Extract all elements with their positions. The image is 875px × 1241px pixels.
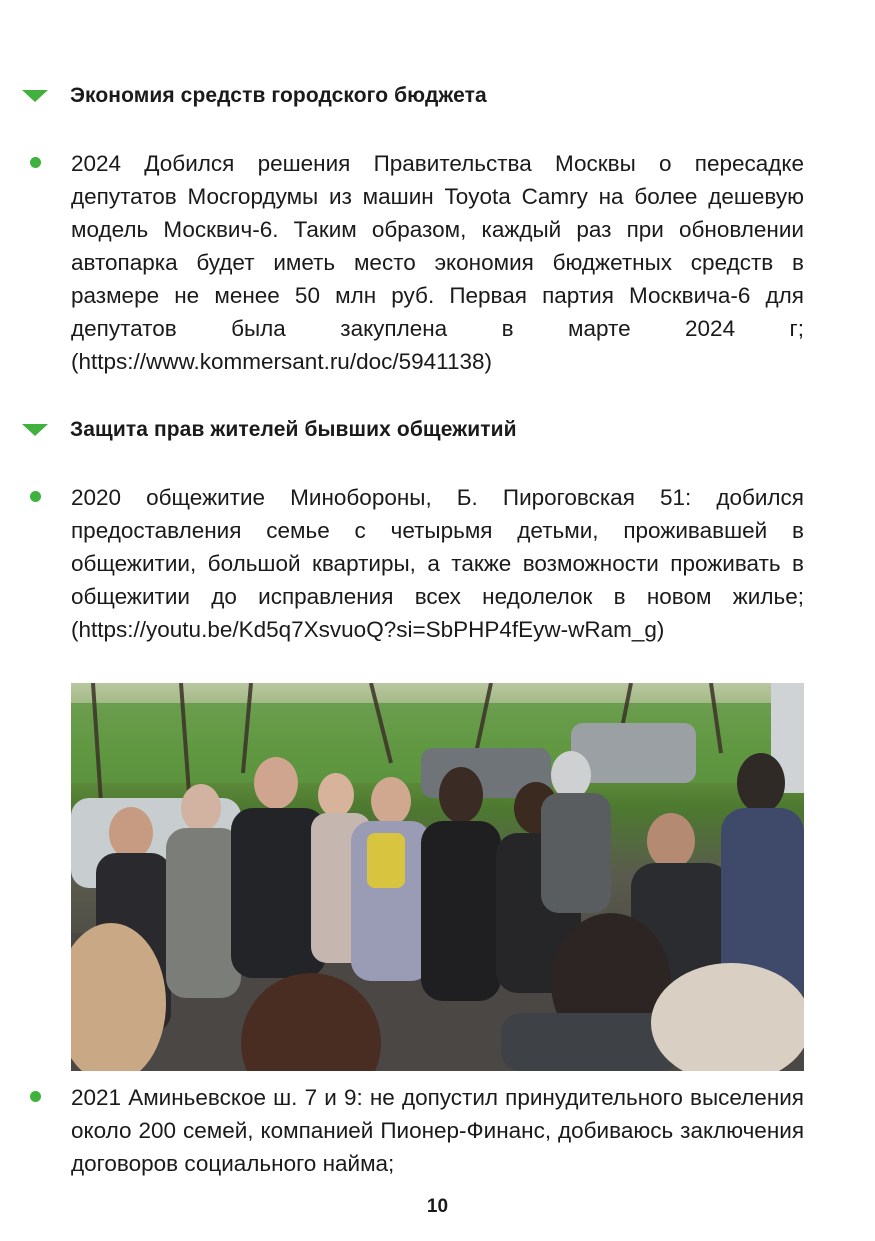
list-item [30,147,804,378]
list-item-text: 2020 общежитие Минобороны, Б. Пироговская 51: добился предоставления семье с четырьмя детьми, проживавшей в общежитии, большой квартиры, а также возможности проживать в общежитии до исправления всех недолелок в новом жилье; (https://youtu.be/Kd5q7XsvuoQ?si=SbPHP4fEyw-wRam_g) [71,485,804,642]
page-number: 10 [426,1196,449,1217]
list-item [30,481,804,646]
meeting-photo [71,683,804,1071]
list-item-text: 2021 Аминьевское ш. 7 и 9: не допустил принудительного выселения около 200 семей, компанией Пионер-Финанс, добиваюсь заключения договоров социального найма; [71,1085,804,1176]
triangle-down-icon [22,424,48,436]
list-item [30,1081,804,1180]
bullet-icon [30,1091,41,1102]
section-heading-budget [22,84,822,108]
triangle-down-icon [22,90,48,102]
bullet-icon [30,157,41,168]
section-heading-dormitories [22,418,822,442]
section-heading-text: Экономия средств городского бюджета [70,84,487,107]
list-item-text: 2024 Добился решения Правительства Москвы о пересадке депутатов Мосгордумы из машин Toyota Camry на более дешевую модель Москвич-6. Таким образом, каждый раз при обновлении автопарка будет иметь место экономия бюджетных средств в размере не менее 50 млн руб. Первая партия Москвича-6 для депутатов была закуплена в марте 2024 г; (https://www.kommersant.ru/doc/5941138) [71,151,804,374]
section-heading-text: Защита прав жителей бывших общежитий [70,418,517,441]
bullet-icon [30,491,41,502]
